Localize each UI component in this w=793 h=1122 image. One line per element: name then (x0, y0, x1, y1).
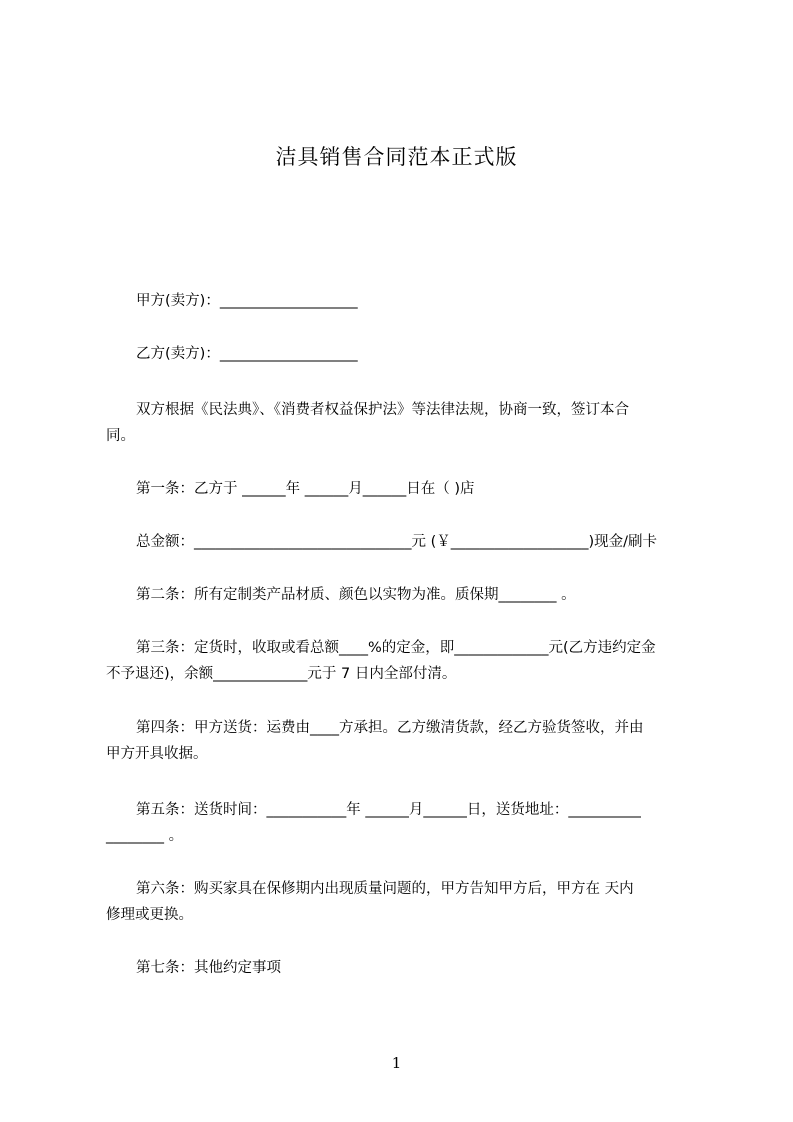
article-7: 第七条：其他约定事项 (136, 960, 281, 976)
party-a-line: 甲方(卖方)：___________________ (136, 293, 358, 309)
article-3-line-1: 第三条：定货时，收取或看总额____%的定金，即_____________元(乙方违约定金 (136, 640, 656, 656)
document-title: 洁具销售合同范本正式版 (275, 145, 518, 169)
preamble-line-1: 双方根据《民法典》、《消费者权益保护法》等法律法规，协商一致，签订本合 (136, 402, 629, 418)
page-number: 1 (391, 1054, 402, 1072)
party-b-line: 乙方(卖方)：___________________ (136, 346, 358, 362)
article-5-line-1: 第五条：送货时间：___________年 ______月______日，送货地址：__________ (136, 802, 641, 818)
article-5-line-2: ________ 。 (106, 828, 184, 844)
article-2: 第二条：所有定制类产品材质、颜色以实物为准。质保期________ 。 (136, 587, 576, 603)
article-6-line-2: 修理或更换。 (106, 907, 193, 923)
article-4-line-1: 第四条：甲方送货：运费由____方承担。乙方缴清货款，经乙方验货签收，并由 (136, 720, 644, 736)
article-4-line-2: 甲方开具收据。 (106, 746, 208, 762)
article-1: 第一条：乙方于 ______年 ______月______日在（ )店 (136, 481, 475, 497)
article-6-line-1: 第六条：购买家具在保修期内出现质量问题的，甲方告知甲方后，甲方在 天内 (136, 881, 634, 897)
total-amount-line: 总金额：______________________________元 (￥___________________)现金/刷卡 (136, 534, 658, 550)
preamble-line-2: 同。 (106, 428, 135, 444)
article-3-line-2: 不予退还)，余额_____________元于 7 日内全部付清。 (106, 666, 457, 682)
